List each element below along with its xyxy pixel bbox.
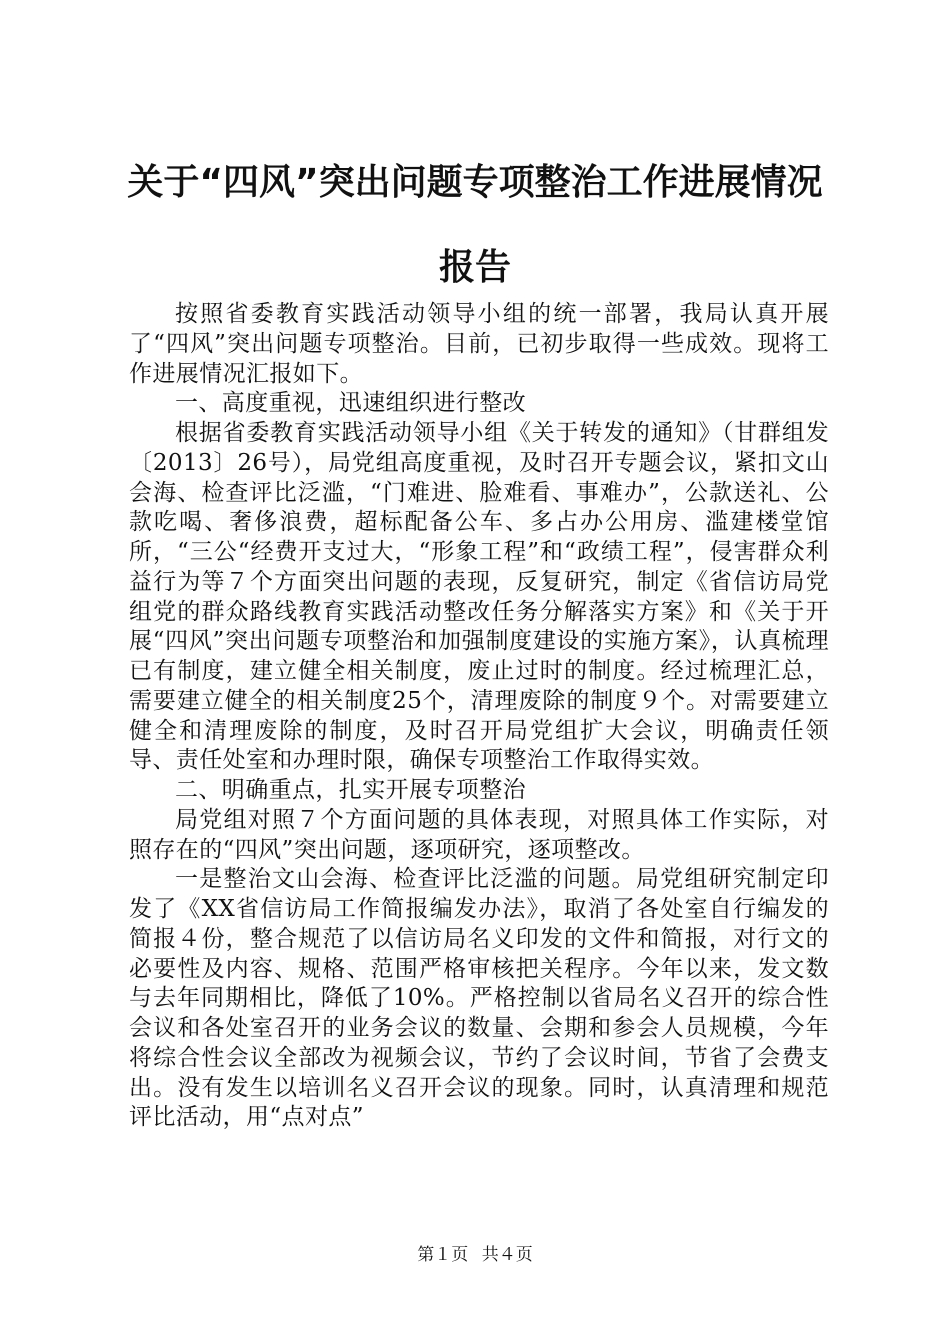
document-title-line-2: 报告 [438,247,511,288]
section-heading-1: 一、高度重视，迅速组织进行整改 [175,390,526,417]
page-total: 共４页 [481,1245,533,1265]
page-number: 第１页 [417,1245,469,1265]
section-heading-2: 二、明确重点，扎实开展专项整治 [175,777,526,803]
document-title-line-1: 关于“四风”突出问题专项整治工作进展情况 [127,162,823,203]
intro-paragraph: 按照省委教育实践活动领导小组的统一部署，我局认真开展了“四风”突出问题专项整治。目前，已初步取得一些成效。现将工作进展情况汇报如下。 [129,301,829,387]
section-1-paragraph: 根据省委教育实践活动领导小组《关于转发的通知》（甘群组发〔2013〕26号），局党组高度重视，及时召开专题会议，紧扣文山会海、检查评比泛滥，“门难进、脸难看、事难办”，公款送礼、公款吃喝、奢侈浪费，超标配备公车、多占办公用房、滥建楼堂馆所，“三公“经费开支过大，“形象工程”和“政绩工程”，侵害群众利益行为等７个方面突出问题的表现，反复研究，制定《省信访局党组党的群众路线教育实践活动整改任务分解落实方案》和《关于开展“四风”突出问题专项整治和加强制度建设的实施方案》，认真梳理已有制度，建立健全相关制度，废止过时的制度。经过梳理汇总，需要建立健全的相关制度25个，清理废除的制度９个。对需要建立健全和清理废除的制度，及时召开局党组扩大会议，明确责任领导、责任处室和办理时限，确保专项整治工作取得实效。 [129,420,829,774]
section-2-paragraph-1: 局党组对照７个方面问题的具体表现，对照具体工作实际，对照存在的“四风”突出问题，逐项研究，逐项整改。 [129,806,829,863]
document-body [129,300,829,1133]
page-footer [0,1244,950,1266]
section-2-paragraph-2: 一是整治文山会海、检查评比泛滥的问题。局党组研究制定印发了《XX省信访局工作简报编发办法》，取消了各处室自行编发的简报４份，整合规范了以信访局名义印发的文件和简报，对行文的必要性及内容、规格、范围严格审核把关程序。今年以来，发文数与去年同期相比，降低了10%。严格控制以省局名义召开的综合性会议和各处室召开的业务会议的数量、会期和参会人员规模，今年将综合性会议全部改为视频会议，节约了会议时间，节省了会费支出。没有发生以培训名义召开会议的现象。同时，认真清理和规范评比活动，用“点对点” [129,866,829,1131]
